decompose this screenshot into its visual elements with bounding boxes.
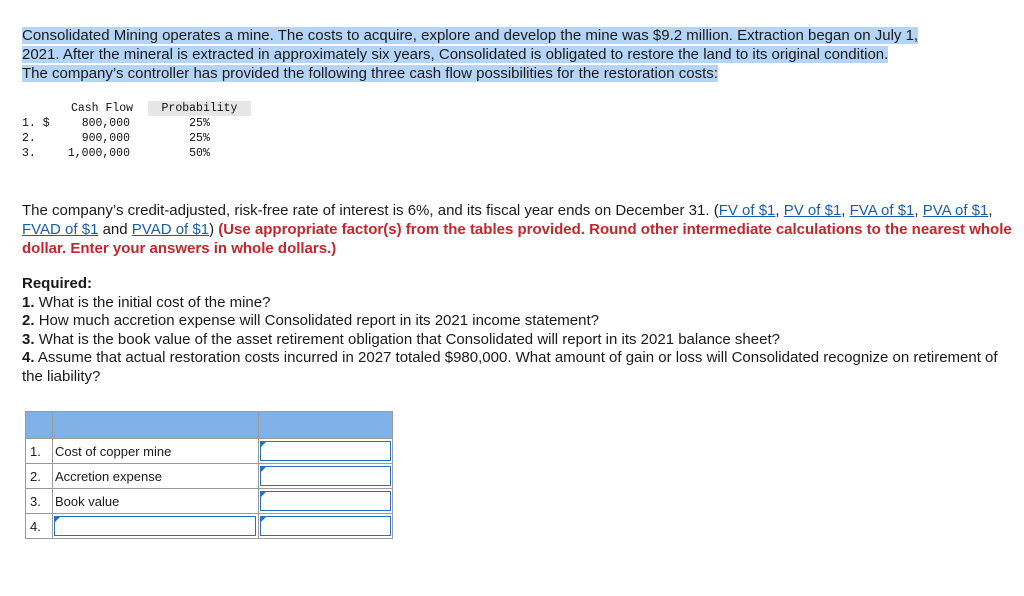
- question-text: What is the initial cost of the mine?: [38, 293, 271, 311]
- answer-table: [25, 411, 393, 539]
- cost-of-mine-input[interactable]: [260, 441, 391, 461]
- cash-flow-index: 1. $: [22, 117, 50, 130]
- answer-row-number: 3.: [26, 489, 53, 514]
- question-text: Assume that actual restoration costs incurred in 2027 totaled $980,000. What amount of gain or loss will Consolidated recognize on retirement of the liability?: [22, 349, 998, 385]
- answer-row: [26, 439, 393, 464]
- cash-flow-probability: 25%: [189, 117, 210, 130]
- intro-line-3: The company’s controller has provided the following three cash flow possibilities for the restoration costs:: [22, 65, 718, 82]
- rate-text: The company’s credit-adjusted, risk-free rate of interest is 6%, and its fiscal year ends on December 31. (: [22, 202, 719, 219]
- answer-table-header: [26, 412, 393, 439]
- cash-flow-amount: 1,000,000: [67, 147, 130, 160]
- link-pv-of-1[interactable]: PV of $1: [783, 202, 842, 219]
- intro-line-2: 2021. After the mineral is extracted in approximately six years, Consolidated is obligated to restore the land to its original condition.: [22, 46, 889, 63]
- cash-flow-header-row: [22, 101, 251, 116]
- cash-flow-header: Cash Flow: [70, 102, 134, 115]
- separator: and: [98, 221, 132, 238]
- separator: ,: [841, 202, 850, 219]
- probability-header: Probability: [148, 101, 251, 116]
- cash-flow-row: [22, 131, 251, 146]
- separator: ,: [775, 202, 784, 219]
- question-number: 2.: [22, 312, 35, 329]
- answer-row: [26, 489, 393, 514]
- close-paren: ): [209, 221, 215, 238]
- answer-row-label: Book value: [53, 489, 259, 514]
- separator: ,: [914, 202, 923, 219]
- question-text: What is the book value of the asset retirement obligation that Consolidated will report in its 2021 balance sheet?: [38, 330, 780, 348]
- cash-flow-row: [22, 146, 251, 161]
- link-fva-of-1[interactable]: FVA of $1: [849, 202, 915, 219]
- cash-flow-probability: 25%: [189, 132, 210, 145]
- answer-row-number: 4.: [26, 514, 53, 539]
- gain-loss-amount-input[interactable]: [260, 516, 391, 536]
- answer-row: [26, 514, 393, 539]
- link-fvad-of-1[interactable]: FVAD of $1: [22, 221, 99, 238]
- cash-flow-amount: 900,000: [81, 132, 130, 145]
- cash-flow-amount: 800,000: [81, 117, 130, 130]
- cash-flow-probability: 50%: [189, 147, 210, 160]
- cash-flow-index: 3.: [22, 147, 36, 160]
- link-pva-of-1[interactable]: PVA of $1: [922, 202, 989, 219]
- cash-flow-row: [22, 116, 251, 131]
- answer-row-number: 2.: [26, 464, 53, 489]
- instruction-text: (Use appropriate factor(s) from the tables provided. Round other intermediate calculations to the nearest whole dollar. Enter your answers in whole dollars.): [22, 221, 1012, 257]
- answer-row-label: Accretion expense: [53, 464, 259, 489]
- gain-loss-select[interactable]: [54, 516, 256, 536]
- link-pvad-of-1[interactable]: PVAD of $1: [131, 221, 210, 238]
- question-text: How much accretion expense will Consolidated report in its 2021 income statement?: [38, 312, 599, 329]
- cash-flow-table: [22, 101, 251, 161]
- question-number: 3.: [22, 330, 35, 348]
- answer-row: [26, 464, 393, 489]
- intro-line-1: Consolidated Mining operates a mine. The costs to acquire, explore and develop the mine was $9.2 million. Extraction began on July 1,: [22, 27, 919, 44]
- answer-row-number: 1.: [26, 439, 53, 464]
- question-number: 1.: [22, 293, 35, 311]
- separator: ,: [988, 202, 993, 219]
- rate-paragraph: [22, 201, 1012, 258]
- required-heading: Required:: [22, 275, 93, 292]
- book-value-input[interactable]: [260, 491, 391, 511]
- accretion-expense-input[interactable]: [260, 466, 391, 486]
- question-number: 4.: [22, 349, 35, 366]
- required-section: [22, 275, 1012, 386]
- cash-flow-index: 2.: [22, 132, 36, 145]
- link-fv-of-1[interactable]: FV of $1: [718, 202, 776, 219]
- problem-intro: [22, 26, 1007, 83]
- answer-row-label: Cost of copper mine: [53, 439, 259, 464]
